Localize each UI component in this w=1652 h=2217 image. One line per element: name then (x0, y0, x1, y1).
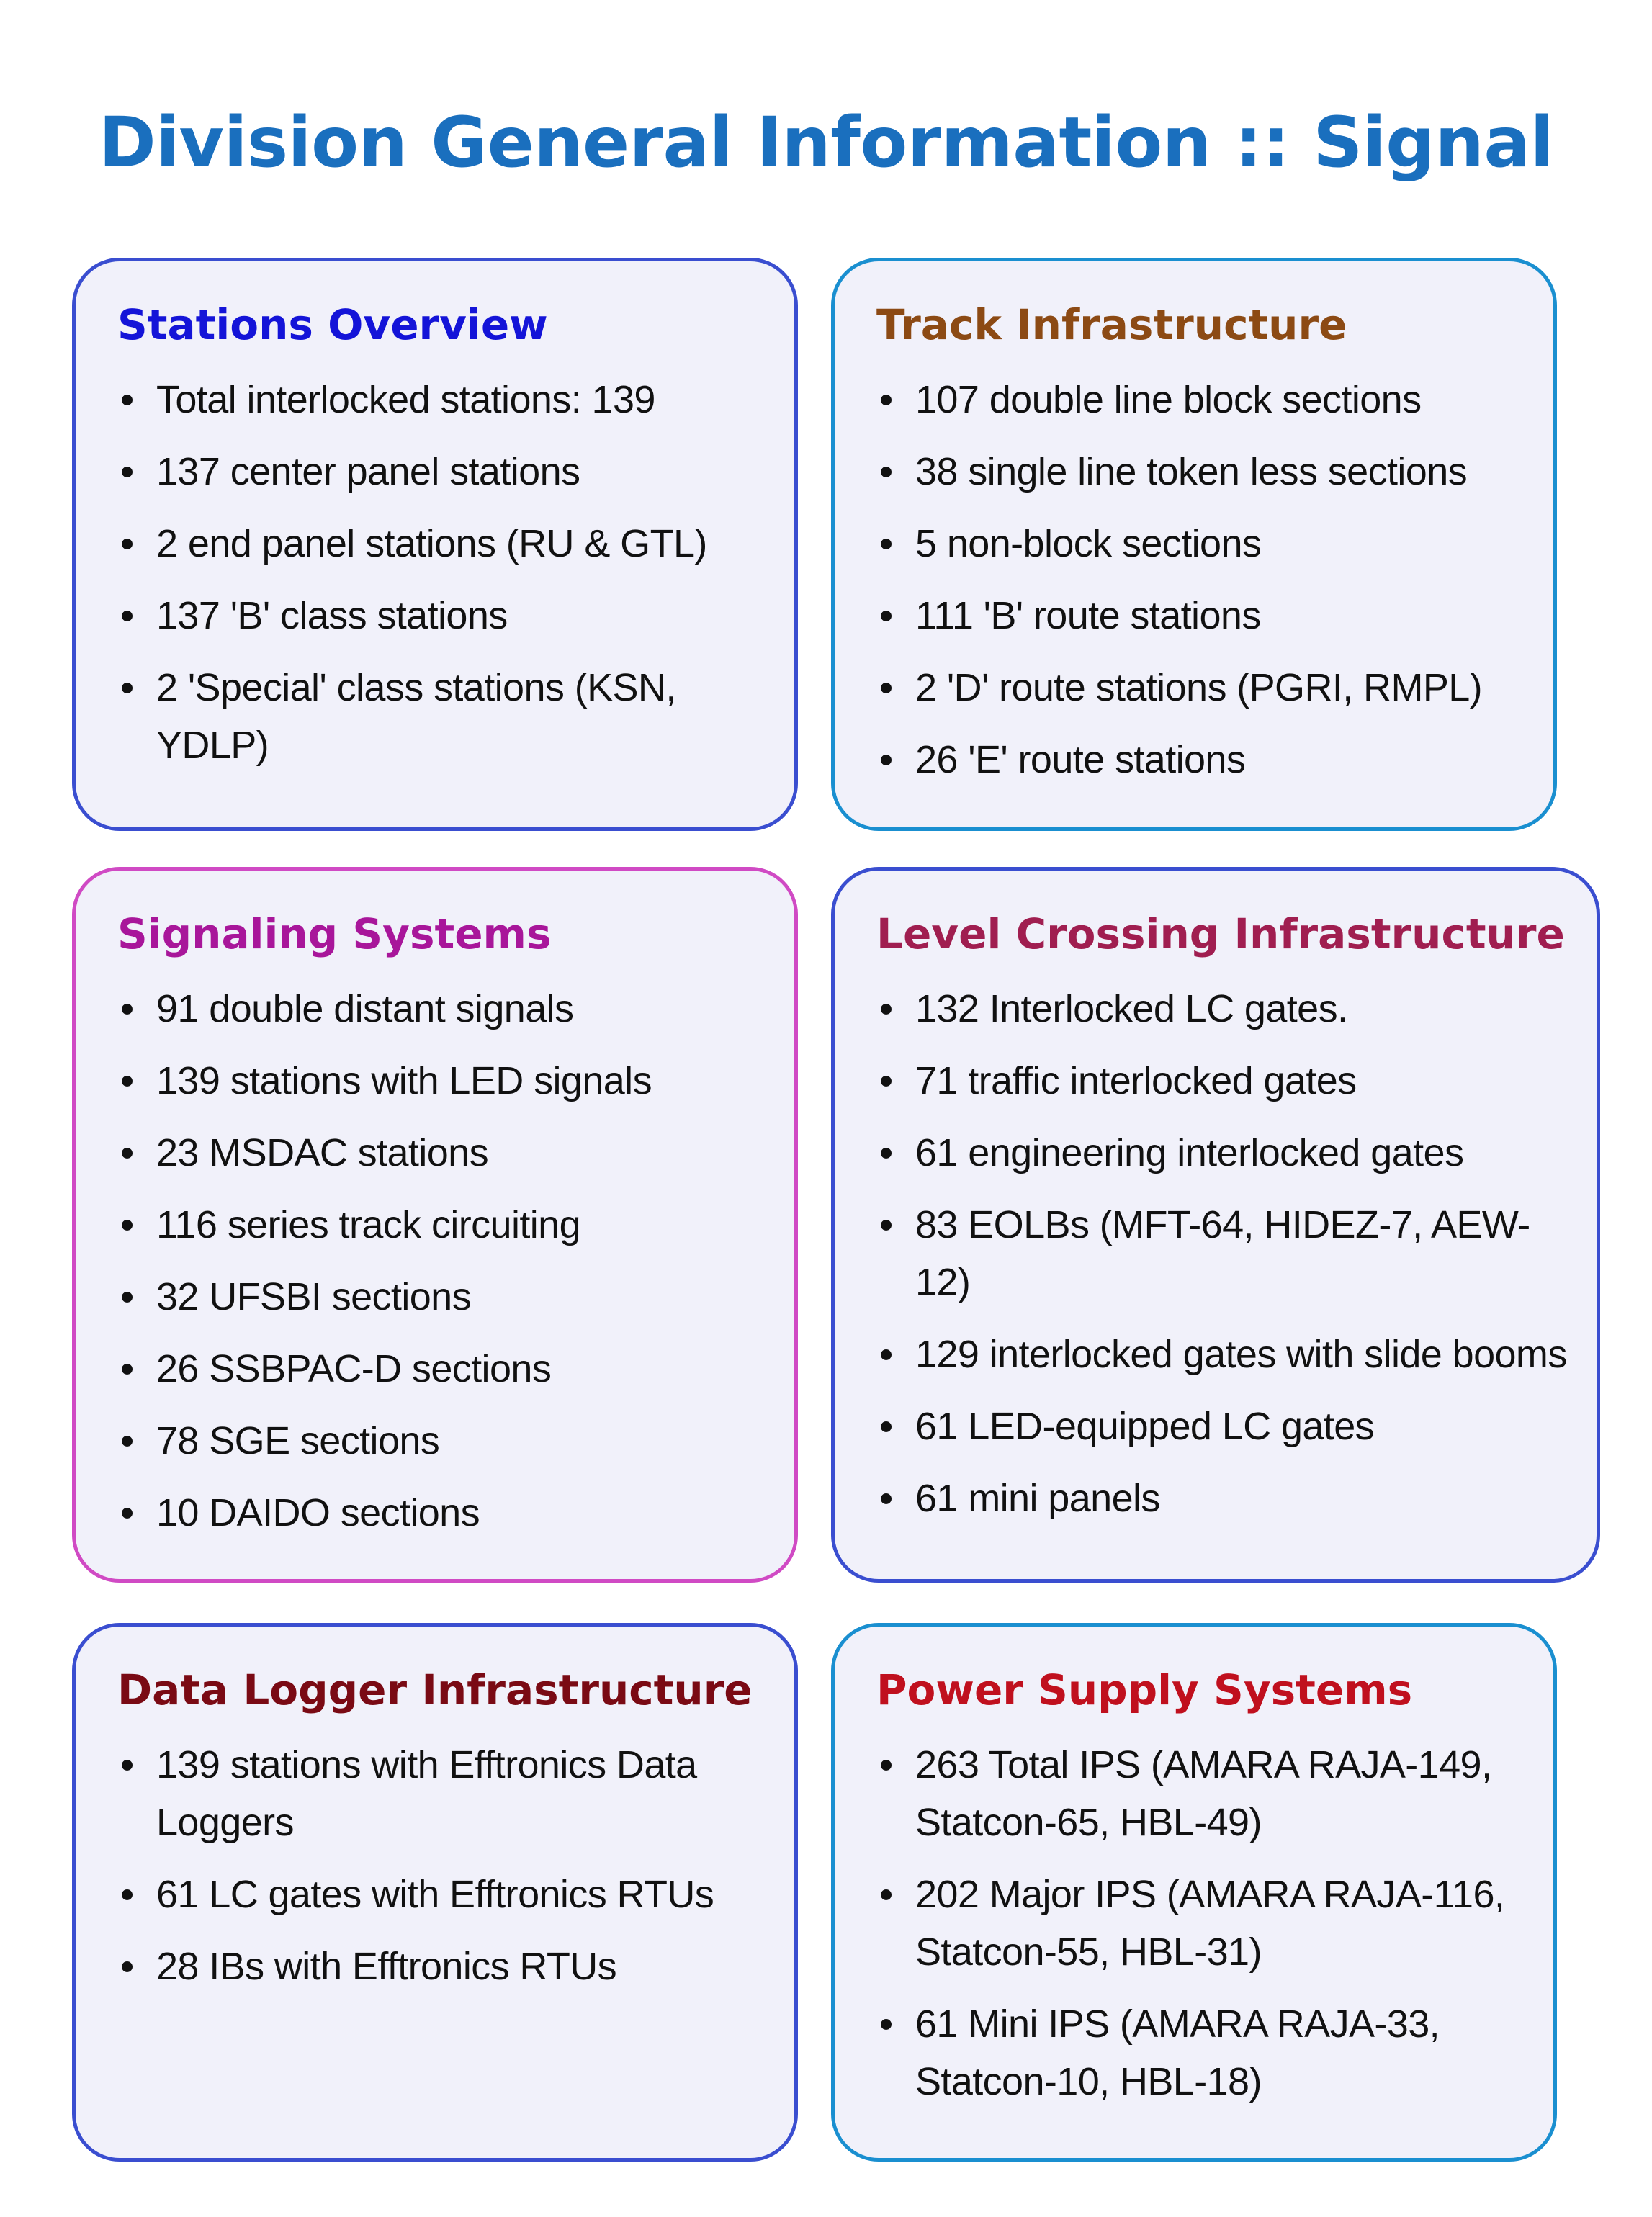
list-item: 61 mini panels (876, 1470, 1582, 1527)
track-infrastructure-list (876, 371, 1539, 803)
list-item: 10 DAIDO sections (117, 1484, 780, 1542)
level-crossing-list (876, 980, 1582, 1542)
list-item: 61 Mini IPS (AMARA RAJA-33, Statcon-10, HBL-18) (876, 1995, 1539, 2110)
list-item: 91 double distant signals (117, 980, 780, 1038)
list-item: 61 LED-equipped LC gates (876, 1398, 1582, 1455)
list-item: 137 center panel stations (117, 443, 780, 500)
signaling-systems-heading: Signaling Systems (117, 909, 552, 958)
list-item: 61 engineering interlocked gates (876, 1124, 1582, 1182)
list-item: 71 traffic interlocked gates (876, 1052, 1582, 1110)
list-item: 263 Total IPS (AMARA RAJA-149, Statcon-65, HBL-49) (876, 1736, 1539, 1851)
list-item: 23 MSDAC stations (117, 1124, 780, 1182)
list-item: 139 stations with LED signals (117, 1052, 780, 1110)
list-item: 5 non-block sections (876, 515, 1539, 572)
list-item: 2 end panel stations (RU & GTL) (117, 515, 780, 572)
list-item: 61 LC gates with Efftronics RTUs (117, 1866, 780, 1923)
stations-overview-card (72, 258, 798, 831)
signaling-systems-list (117, 980, 780, 1556)
data-logger-heading: Data Logger Infrastructure (117, 1665, 753, 1714)
list-item: 111 'B' route stations (876, 587, 1539, 644)
list-item: Total interlocked stations: 139 (117, 371, 780, 428)
list-item: 2 'Special' class stations (KSN, YDLP) (117, 659, 780, 774)
page-title: Division General Information :: Signal (98, 102, 1554, 183)
data-logger-card (72, 1623, 798, 2162)
signaling-systems-card (72, 867, 798, 1583)
list-item: 129 interlocked gates with slide booms (876, 1326, 1582, 1383)
list-item: 78 SGE sections (117, 1412, 780, 1470)
level-crossing-card (831, 867, 1600, 1583)
list-item: 116 series track circuiting (117, 1196, 780, 1254)
list-item: 32 UFSBI sections (117, 1268, 780, 1326)
list-item: 107 double line block sections (876, 371, 1539, 428)
track-infrastructure-heading: Track Infrastructure (876, 300, 1347, 349)
list-item: 132 Interlocked LC gates. (876, 980, 1582, 1038)
stations-overview-heading: Stations Overview (117, 300, 548, 349)
stations-overview-list (117, 371, 780, 788)
power-supply-list (876, 1736, 1539, 2125)
track-infrastructure-card (831, 258, 1557, 831)
list-item: 28 IBs with Efftronics RTUs (117, 1938, 780, 1995)
list-item: 26 SSBPAC-D sections (117, 1340, 780, 1398)
power-supply-heading: Power Supply Systems (876, 1665, 1413, 1714)
list-item: 38 single line token less sections (876, 443, 1539, 500)
list-item: 26 'E' route stations (876, 731, 1539, 788)
list-item: 139 stations with Efftronics Data Loggers (117, 1736, 780, 1851)
data-logger-list (117, 1736, 780, 2010)
list-item: 2 'D' route stations (PGRI, RMPL) (876, 659, 1539, 716)
list-item: 137 'B' class stations (117, 587, 780, 644)
power-supply-card (831, 1623, 1557, 2162)
level-crossing-heading: Level Crossing Infrastructure (876, 909, 1565, 958)
list-item: 83 EOLBs (MFT-64, HIDEZ-7, AEW-12) (876, 1196, 1582, 1311)
list-item: 202 Major IPS (AMARA RAJA-116, Statcon-55, HBL-31) (876, 1866, 1539, 1981)
